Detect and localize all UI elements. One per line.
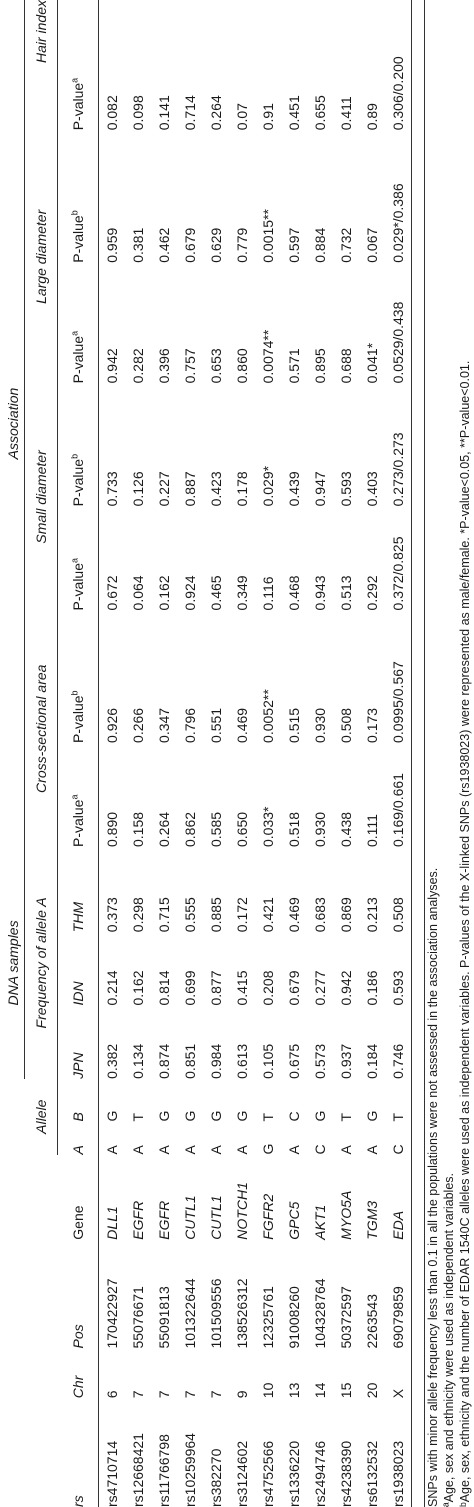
cell-b: T (130, 1112, 146, 1122)
footnote-a: ªAge, sex and ethnicity were used as independent variables. (442, 1172, 456, 1507)
cell-csa-b: 0.347 (156, 707, 172, 743)
cell-ld-a: 0.0529/0.438 (385, 263, 412, 384)
cell-idn: 0.186 (364, 970, 380, 1006)
cell-thm: 0.715 (156, 897, 172, 933)
col-idn: IDN (58, 932, 99, 1005)
col-ld-pvalue-b: P-value$^b$ (58, 130, 99, 262)
cell-csa-b: 0.926 (104, 707, 120, 743)
cell-sd-a: 0.465 (208, 575, 224, 611)
cell-ld-a: 0.0074** (260, 329, 276, 384)
cell-rs: rs12668421 (130, 1433, 146, 1507)
cell-b: C (286, 1111, 302, 1122)
table-row (177, 0, 203, 1507)
cell-rs: rs4238390 (338, 1440, 354, 1507)
table-row (151, 0, 177, 1507)
cell-b: G (312, 1110, 328, 1122)
cell-pos: 101509556 (208, 1278, 224, 1349)
cell-ld-a: 0.895 (312, 348, 328, 384)
cell-hi-a: 0.91 (260, 103, 276, 131)
subgroup-cross-sectional-area: Cross-sectional area (25, 610, 58, 847)
cell-rs: rs1336220 (286, 1440, 302, 1507)
cell-sd-b: 0.423 (208, 471, 224, 507)
cell-csa-b: 0.469 (234, 707, 250, 743)
cell-sd-a: 0.924 (182, 575, 198, 611)
table-row (125, 0, 151, 1507)
cell-b: T (338, 1112, 354, 1122)
cell-a: A (208, 1145, 224, 1155)
cell-csa-a: 0.111 (364, 814, 380, 848)
cell-sd-b: 0.227 (156, 471, 172, 507)
cell-sd-a: 0.672 (104, 575, 120, 611)
cell-pos: 2263543 (364, 1294, 380, 1349)
cell-ld-b: 0.0015** (260, 209, 276, 263)
cell-pos: 12325761 (260, 1286, 276, 1349)
cell-a: C (385, 1121, 412, 1154)
col-csa-pvalue-b: P-value$^b$ (58, 610, 99, 742)
table-row (281, 0, 307, 1507)
cell-rs: rs3124602 (234, 1440, 250, 1507)
subgroup-frequency: Frequency of allele A (25, 847, 58, 1079)
cell-csa-a: 0.862 (182, 811, 198, 848)
cell-jpn: 0.937 (338, 1043, 354, 1079)
cell-ld-a: 0.942 (104, 348, 120, 384)
cell-ld-b: 0.067 (364, 227, 380, 263)
cell-a: A (286, 1145, 302, 1155)
cell-gene: GPC5 (286, 1201, 302, 1240)
cell-csa-a: 0.930 (312, 811, 328, 848)
cell-rs: rs1938023 (385, 1398, 412, 1507)
cell-b: G (364, 1110, 380, 1122)
cell-chr: 10 (260, 1382, 276, 1399)
subgroup-small-diameter: Small diameter (25, 383, 58, 610)
cell-ld-b: 0.959 (104, 227, 120, 263)
cell-sd-b: 0.126 (130, 471, 146, 507)
cell-csa-a: 0.438 (338, 811, 354, 848)
cell-thm: 0.213 (364, 897, 380, 933)
cell-gene: NOTCH1 (234, 1182, 250, 1240)
cell-gene: EGFR (130, 1200, 146, 1240)
cell-pos: 50372597 (338, 1286, 354, 1349)
cell-sd-b: 0.733 (104, 471, 120, 507)
cell-hi-a: 0.411 (338, 96, 354, 131)
cell-ld-a: 0.282 (130, 348, 146, 384)
cell-chr: 15 (338, 1382, 354, 1399)
cell-sd-b: 0.029* (260, 465, 276, 507)
cell-sd-a: 0.513 (338, 575, 354, 611)
cell-sd-b: 0.403 (364, 471, 380, 507)
cell-hi-a: 0.306/0.200 (385, 0, 412, 130)
cell-b: G (182, 1110, 198, 1122)
cell-idn: 0.214 (104, 970, 120, 1006)
cell-idn: 0.699 (182, 970, 198, 1006)
cell-a: A (234, 1145, 250, 1155)
table-row (255, 0, 281, 1507)
cell-sd-b: 0.887 (182, 471, 198, 507)
cell-thm: 0.683 (312, 897, 328, 933)
table-row (229, 0, 255, 1507)
cell-gene: TGM3 (364, 1200, 380, 1240)
cell-thm: 0.469 (286, 897, 302, 933)
cell-ld-a: 0.653 (208, 348, 224, 384)
cell-thm: 0.172 (234, 897, 250, 933)
cell-csa-b: 0.173 (364, 707, 380, 743)
cell-pos: 138526312 (234, 1278, 250, 1349)
cell-csa-a: 0.650 (234, 811, 250, 848)
cell-csa-a: 0.264 (156, 811, 172, 848)
cell-thm: 0.869 (338, 897, 354, 933)
cell-gene: EGFR (156, 1200, 172, 1240)
col-sd-pvalue-b: P-value$^b$ (58, 383, 99, 506)
cell-ld-a: 0.688 (338, 348, 354, 384)
cell-rs: rs2494746 (312, 1440, 328, 1507)
table-footnotes (424, 0, 473, 1507)
col-gene: Gene (58, 1155, 99, 1240)
cell-gene: EDA (385, 1155, 412, 1240)
cell-b: T (385, 1079, 412, 1122)
cell-csa-b: 0.0052** (260, 689, 276, 743)
cell-ld-b: 0.029*/0.386 (385, 130, 412, 262)
cell-idn: 0.415 (234, 970, 250, 1006)
cell-rs: rs10259964 (182, 1433, 198, 1507)
cell-hi-a: 0.655 (312, 95, 328, 131)
col-pos: Pos (58, 1240, 99, 1349)
cell-sd-b: 0.439 (286, 471, 302, 507)
cell-thm: 0.298 (130, 897, 146, 933)
cell-rs: rs6132532 (364, 1440, 380, 1507)
col-rs: rs (58, 1398, 99, 1507)
cell-rs: rs4752566 (260, 1440, 276, 1507)
col-allele-b: B (58, 1079, 99, 1122)
cell-rs: rs4710714 (104, 1440, 120, 1507)
cell-pos: 101322644 (182, 1278, 198, 1349)
cell-jpn: 0.184 (364, 1043, 380, 1079)
cell-ld-b: 0.732 (338, 227, 354, 263)
cell-sd-a: 0.349 (234, 575, 250, 611)
table-row (333, 0, 359, 1507)
cell-thm: 0.421 (260, 897, 276, 933)
cell-hi-a: 0.264 (208, 95, 224, 131)
table-row (99, 0, 126, 1507)
cell-sd-a: 0.372/0.825 (385, 506, 412, 610)
cell-ld-a: 0.860 (234, 348, 250, 384)
cell-idn: 0.277 (312, 970, 328, 1006)
cell-ld-a: 0.571 (286, 348, 302, 384)
cell-jpn: 0.134 (130, 1043, 146, 1079)
group-dna-samples: DNA samples (2, 847, 25, 1079)
cell-ld-b: 0.381 (130, 227, 146, 263)
cell-hi-a: 0.89 (364, 103, 380, 131)
cell-csa-a: 0.518 (286, 811, 302, 848)
cell-gene: FGFR2 (260, 1193, 276, 1240)
cell-hi-a: 0.141 (156, 95, 172, 131)
cell-csa-b: 0.0995/0.567 (385, 610, 412, 742)
snp-association-table (2, 0, 412, 1507)
cell-sd-a: 0.468 (286, 575, 302, 611)
col-allele-a: A (58, 1121, 99, 1154)
cell-hi-a: 0.098 (130, 95, 146, 131)
cell-a: A (364, 1145, 380, 1155)
table-body (99, 0, 412, 1507)
cell-pos: 91008260 (286, 1286, 302, 1349)
cell-csa-b: 0.508 (338, 707, 354, 743)
cell-a: A (104, 1145, 120, 1155)
cell-jpn: 0.613 (234, 1043, 250, 1079)
cell-a: C (312, 1144, 328, 1155)
table-row (203, 0, 229, 1507)
cell-ld-a: 0.396 (156, 348, 172, 384)
cell-ld-b: 0.629 (208, 227, 224, 263)
cell-idn: 0.162 (130, 970, 146, 1006)
cell-rs: rs11766798 (156, 1434, 172, 1507)
cell-pos: 170422927 (104, 1278, 120, 1349)
table-row (359, 0, 385, 1507)
cell-ld-a: 0.757 (182, 348, 198, 384)
cell-a: A (182, 1145, 198, 1155)
cell-idn: 0.942 (338, 970, 354, 1006)
cell-sd-a: 0.116 (260, 576, 276, 611)
cell-jpn: 0.573 (312, 1043, 328, 1079)
table-row (307, 0, 333, 1507)
cell-b: G (208, 1110, 224, 1122)
footnote-b: ᵇAge, sex, ethnicity and the number of EDAR 1540C alleles were used as independent variables. P-values of the X-linked SNPs (rs1938023) were represented as male/female. *P-value<0.05, **P-value<0.01. (458, 360, 472, 1507)
table-row (385, 0, 412, 1507)
cell-jpn: 0.382 (104, 1043, 120, 1079)
subgroup-hair-index: Hair index (25, 0, 58, 130)
cell-chr: 14 (312, 1382, 328, 1399)
cell-jpn: 0.105 (260, 1043, 276, 1079)
cell-ld-b: 0.462 (156, 227, 172, 263)
cell-gene: DLL1 (104, 1206, 120, 1240)
col-chr: Chr (58, 1349, 99, 1399)
group-association: Association (2, 0, 25, 847)
cell-csa-b: 0.930 (312, 707, 328, 743)
cell-csa-a: 0.033* (260, 806, 276, 848)
cell-jpn: 0.746 (385, 1006, 412, 1079)
cell-sd-a: 0.064 (130, 575, 146, 611)
cell-hi-a: 0.082 (104, 95, 120, 131)
cell-csa-a: 0.585 (208, 811, 224, 848)
cell-sd-a: 0.943 (312, 575, 328, 611)
cell-pos: 69079859 (385, 1240, 412, 1349)
cell-chr: 7 (130, 1390, 146, 1399)
cell-pos: 104328764 (312, 1278, 328, 1349)
cell-gene: CUTL1 (182, 1195, 198, 1240)
cell-a: A (130, 1145, 146, 1155)
cell-csa-b: 0.515 (286, 707, 302, 743)
cell-csa-b: 0.796 (182, 707, 198, 743)
col-thm: THM (58, 847, 99, 932)
cell-b: G (104, 1110, 120, 1122)
cell-jpn: 0.874 (156, 1043, 172, 1079)
cell-chr: 13 (286, 1382, 302, 1399)
cell-sd-b: 0.947 (312, 471, 328, 507)
cell-a: G (260, 1143, 276, 1155)
cell-sd-a: 0.292 (364, 575, 380, 611)
cell-sd-a: 0.162 (156, 575, 172, 611)
cell-chr: 7 (208, 1390, 224, 1399)
cell-hi-a: 0.07 (234, 103, 250, 131)
cell-csa-a: 0.158 (130, 811, 146, 848)
cell-sd-b: 0.273/0.273 (385, 383, 412, 506)
cell-sd-b: 0.593 (338, 471, 354, 507)
cell-thm: 0.885 (208, 897, 224, 933)
cell-idn: 0.593 (385, 932, 412, 1005)
cell-ld-a: 0.041* (364, 342, 380, 384)
subgroup-allele: Allele (25, 1079, 58, 1155)
cell-jpn: 0.675 (286, 1043, 302, 1079)
cell-rs: rs382270 (208, 1448, 224, 1507)
cell-chr: 6 (104, 1390, 120, 1399)
cell-b: G (156, 1110, 172, 1122)
cell-csa-b: 0.551 (208, 707, 224, 743)
cell-gene: AKT1 (312, 1204, 328, 1240)
cell-chr: 9 (234, 1390, 250, 1399)
col-csa-pvalue-a: P-value$^a$ (58, 743, 99, 847)
subgroup-large-diameter: Large diameter (25, 130, 58, 383)
cell-chr: 7 (182, 1390, 198, 1399)
cell-b: G (234, 1110, 250, 1122)
cell-gene: MYO5A (338, 1190, 354, 1240)
cell-hi-a: 0.451 (286, 95, 302, 131)
cell-b: T (260, 1112, 276, 1122)
cell-a: A (156, 1145, 172, 1155)
cell-thm: 0.508 (385, 847, 412, 932)
cell-hi-a: 0.714 (182, 95, 198, 131)
col-sd-pvalue-a: P-value$^a$ (58, 506, 99, 610)
cell-ld-b: 0.884 (312, 227, 328, 263)
cell-jpn: 0.984 (208, 1043, 224, 1079)
cell-ld-b: 0.679 (182, 227, 198, 263)
cell-pos: 55076671 (130, 1286, 146, 1349)
cell-pos: 55091813 (156, 1286, 172, 1349)
cell-gene: CUTL1 (208, 1195, 224, 1240)
col-jpn: JPN (58, 1006, 99, 1079)
cell-chr: 20 (364, 1382, 380, 1399)
cell-chr: 7 (156, 1390, 172, 1399)
cell-ld-b: 0.779 (234, 227, 250, 263)
cell-csa-a: 0.169/0.661 (385, 743, 412, 847)
cell-thm: 0.373 (104, 897, 120, 933)
cell-chr: X (385, 1349, 412, 1399)
cell-idn: 0.679 (286, 970, 302, 1006)
col-ld-pvalue-a: P-value$^a$ (58, 263, 99, 384)
cell-thm: 0.555 (182, 897, 198, 933)
cell-jpn: 0.851 (182, 1043, 198, 1079)
cell-ld-b: 0.597 (286, 227, 302, 263)
cell-idn: 0.814 (156, 970, 172, 1006)
cell-idn: 0.877 (208, 970, 224, 1006)
cell-sd-b: 0.178 (234, 471, 250, 507)
cell-csa-b: 0.266 (130, 707, 146, 743)
cell-idn: 0.208 (260, 970, 276, 1006)
col-hi-pvalue-a: P-value$^a$ (58, 0, 99, 130)
footnote-maf: SNPs with minor allele frequency less than 0.1 in all the populations were not assessed in the association analyses. (426, 867, 440, 1507)
cell-a: A (338, 1145, 354, 1155)
cell-csa-a: 0.890 (104, 811, 120, 848)
